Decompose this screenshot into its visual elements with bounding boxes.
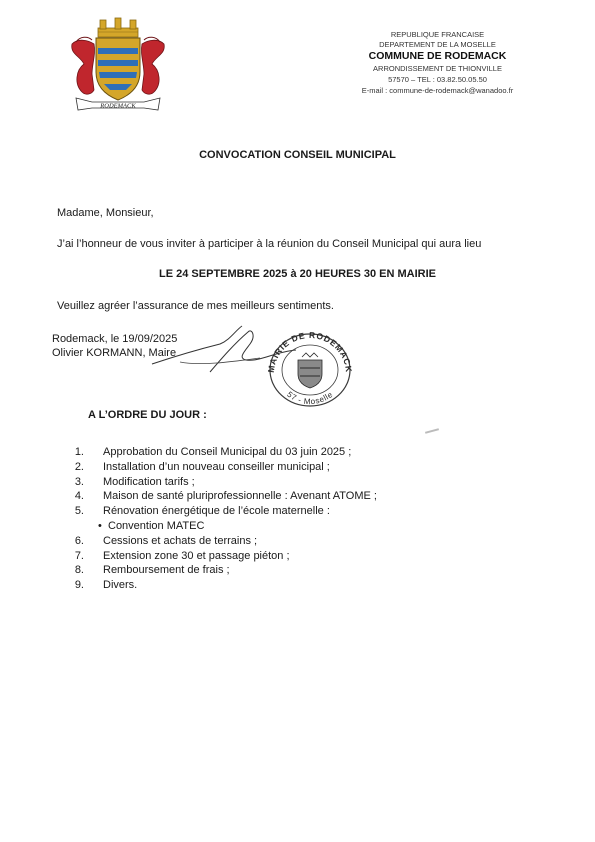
agenda-item bbox=[62, 563, 462, 578]
scan-mark bbox=[425, 428, 439, 434]
commune-name: COMMUNE DE RODEMACK bbox=[368, 50, 507, 62]
agenda-item-label: Convention MATEC bbox=[108, 519, 205, 532]
agenda-item bbox=[62, 549, 462, 564]
email-line: E-mail : commune-de-rodemack@wanadoo.fr bbox=[361, 86, 514, 95]
meeting-date: LE 24 SEPTEMBRE 2025 à 20 HEURES 30 EN MAIRIE bbox=[159, 268, 436, 280]
agenda-item bbox=[62, 534, 462, 549]
agenda-item-label: Installation d’un nouveau conseiller municipal ; bbox=[103, 460, 330, 473]
agenda-subitem bbox=[62, 519, 462, 534]
salutation: Madame, Monsieur, bbox=[57, 207, 154, 219]
agenda-item-number: 9. bbox=[74, 579, 84, 592]
stamp-dept-text: 57 - Moselle bbox=[285, 389, 335, 407]
agenda-item bbox=[62, 504, 462, 519]
place-date: Rodemack, le 19/09/2025 bbox=[52, 333, 178, 345]
mairie-stamp bbox=[262, 326, 358, 410]
agenda-item-number: 5. bbox=[74, 505, 84, 518]
stamp-emblem-icon bbox=[298, 353, 322, 388]
agenda-list bbox=[62, 445, 462, 593]
contact-line: 57570 – TEL : 03.82.50.05.50 bbox=[388, 75, 487, 84]
agenda-item-number: 8. bbox=[74, 564, 84, 577]
agenda-item-label: Divers. bbox=[103, 579, 138, 592]
agenda-item-number: 4. bbox=[74, 490, 84, 503]
agenda-item-label: Rénovation énergétique de l’école maternelle : bbox=[103, 505, 330, 518]
agenda-item-number: 7. bbox=[74, 549, 84, 562]
agenda-item bbox=[62, 578, 462, 593]
arrondissement-line: ARRONDISSEMENT DE THIONVILLE bbox=[373, 64, 502, 73]
invitation-text: J’ai l’honneur de vous inviter à participer à la réunion du Conseil Municipal qui aura lieu bbox=[57, 238, 482, 250]
bullet-icon: • bbox=[98, 519, 102, 532]
signatory: Olivier KORMANN, Maire bbox=[52, 347, 177, 359]
agenda-item-label: Maison de santé pluriprofessionnelle : Avenant ATOME ; bbox=[103, 490, 377, 503]
crest-motto-text: RODEMACK bbox=[100, 102, 136, 110]
agenda-item-label: Extension zone 30 et passage piéton ; bbox=[103, 549, 290, 562]
agenda-item bbox=[62, 445, 462, 460]
agenda-item-label: Approbation du Conseil Municipal du 03 juin 2025 ; bbox=[103, 446, 352, 458]
letterhead bbox=[330, 30, 545, 96]
lion-right-icon bbox=[141, 37, 164, 94]
lion-left-icon bbox=[72, 37, 95, 94]
document-title: CONVOCATION CONSEIL MUNICIPAL bbox=[199, 149, 396, 161]
agenda-item bbox=[62, 489, 462, 504]
shield-icon bbox=[96, 38, 140, 100]
agenda-item-label: Modification tarifs ; bbox=[103, 475, 195, 488]
commune-crest-logo bbox=[62, 14, 174, 114]
crown-icon bbox=[98, 18, 138, 37]
agenda-item bbox=[62, 475, 462, 490]
svg-text:57 - Moselle bbox=[285, 390, 334, 406]
agenda-item-number: 2. bbox=[74, 460, 84, 473]
agenda-item-number: 6. bbox=[74, 534, 84, 547]
agenda-item-number: 1. bbox=[74, 446, 84, 458]
agenda-item-label: Cessions et achats de terrains ; bbox=[103, 534, 258, 547]
agenda-item-number: 3. bbox=[74, 475, 84, 488]
agenda-item bbox=[62, 460, 462, 475]
republic-line: REPUBLIQUE FRANCAISE bbox=[390, 30, 485, 39]
agenda-heading: A L’ORDRE DU JOUR : bbox=[88, 409, 207, 421]
department-line: DEPARTEMENT DE LA MOSELLE bbox=[379, 40, 496, 49]
agenda-item-label: Remboursement de frais ; bbox=[103, 564, 230, 577]
closing-text: Veuillez agréer l’assurance de mes meilleurs sentiments. bbox=[57, 300, 334, 312]
stamp-text: MAIRIE DE RODEMACK bbox=[265, 329, 355, 374]
